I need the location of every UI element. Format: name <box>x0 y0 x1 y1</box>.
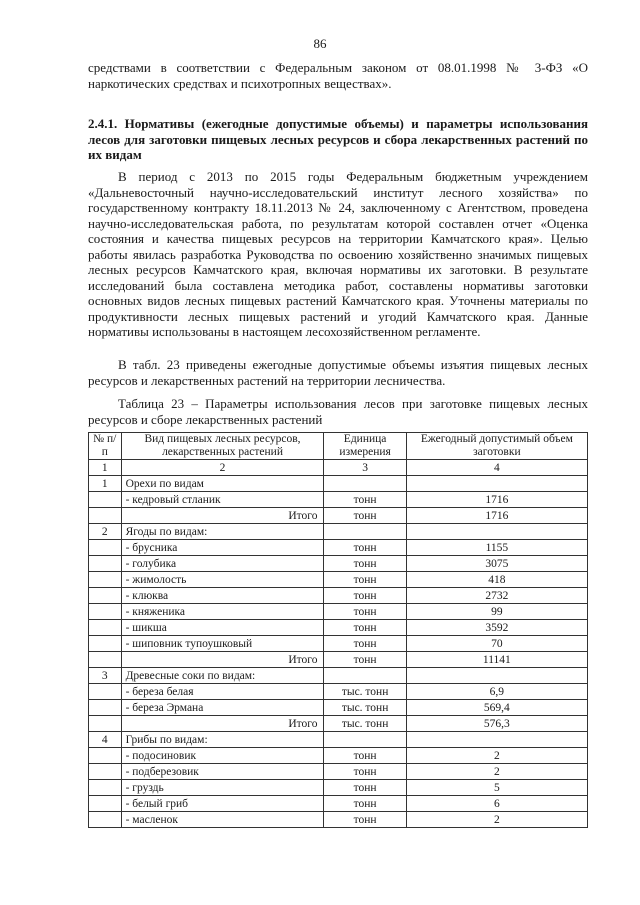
table-row <box>89 764 588 780</box>
resource-value: 2732 <box>406 588 587 604</box>
table-body <box>89 476 588 828</box>
col-number: 2 <box>121 460 324 476</box>
total-unit: тыс. тонн <box>324 716 406 732</box>
resource-value: 1716 <box>406 492 587 508</box>
group-unit <box>324 732 406 748</box>
group-title: Грибы по видам: <box>121 732 324 748</box>
row-number <box>89 812 122 828</box>
row-number <box>89 492 122 508</box>
group-number: 3 <box>89 668 122 684</box>
table-row <box>89 588 588 604</box>
table-row <box>89 556 588 572</box>
header-num: № п/п <box>89 433 122 460</box>
group-unit <box>324 524 406 540</box>
row-number <box>89 572 122 588</box>
table-group-row <box>89 732 588 748</box>
table-total-row <box>89 716 588 732</box>
resource-value: 70 <box>406 636 587 652</box>
resource-value: 2 <box>406 812 587 828</box>
resource-unit: тонн <box>324 636 406 652</box>
total-label: Итого <box>121 652 324 668</box>
row-number <box>89 716 122 732</box>
resource-unit: тыс. тонн <box>324 684 406 700</box>
resource-value: 3592 <box>406 620 587 636</box>
total-value: 576,3 <box>406 716 587 732</box>
resource-name: - клюква <box>121 588 324 604</box>
row-number <box>89 780 122 796</box>
row-number <box>89 764 122 780</box>
table-group-row <box>89 668 588 684</box>
resource-value: 2 <box>406 764 587 780</box>
row-number <box>89 540 122 556</box>
row-number <box>89 652 122 668</box>
resource-name: - подберезовик <box>121 764 324 780</box>
resource-name: - белый гриб <box>121 796 324 812</box>
resource-unit: тонн <box>324 764 406 780</box>
table-total-row <box>89 508 588 524</box>
resource-unit: тонн <box>324 620 406 636</box>
resource-unit: тонн <box>324 556 406 572</box>
resource-value: 6,9 <box>406 684 587 700</box>
resource-value: 569,4 <box>406 700 587 716</box>
total-unit: тонн <box>324 652 406 668</box>
resource-unit: тыс. тонн <box>324 700 406 716</box>
resource-name: - княженика <box>121 604 324 620</box>
col-number: 1 <box>89 460 122 476</box>
resource-name: - кедровый стланик <box>121 492 324 508</box>
table-row <box>89 604 588 620</box>
table-row <box>89 748 588 764</box>
resource-name: - береза белая <box>121 684 324 700</box>
resource-unit: тонн <box>324 812 406 828</box>
row-number <box>89 620 122 636</box>
total-value: 1716 <box>406 508 587 524</box>
resource-unit: тонн <box>324 748 406 764</box>
intro-paragraph: средствами в соответствии с Федеральным законом от 08.01.1998 № 3-ФЗ «О наркотических средствах и психотропных веществах». <box>88 60 588 91</box>
header-unit: Единица измерения <box>324 433 406 460</box>
row-number <box>89 588 122 604</box>
group-value <box>406 732 587 748</box>
resource-unit: тонн <box>324 604 406 620</box>
group-number: 2 <box>89 524 122 540</box>
group-unit <box>324 476 406 492</box>
total-label: Итого <box>121 508 324 524</box>
resource-unit: тонн <box>324 796 406 812</box>
table-row <box>89 492 588 508</box>
table-row <box>89 796 588 812</box>
row-number <box>89 684 122 700</box>
resources-table <box>88 432 588 828</box>
resource-value: 3075 <box>406 556 587 572</box>
table-row <box>89 812 588 828</box>
group-title: Орехи по видам <box>121 476 324 492</box>
table-row <box>89 700 588 716</box>
row-number <box>89 508 122 524</box>
table-row <box>89 780 588 796</box>
group-unit <box>324 668 406 684</box>
table-row <box>89 572 588 588</box>
row-number <box>89 636 122 652</box>
resource-unit: тонн <box>324 572 406 588</box>
row-number <box>89 796 122 812</box>
resource-name: - шикша <box>121 620 324 636</box>
resource-name: - брусника <box>121 540 324 556</box>
total-value: 11141 <box>406 652 587 668</box>
table-total-row <box>89 652 588 668</box>
table-row <box>89 636 588 652</box>
resource-value: 99 <box>406 604 587 620</box>
header-name: Вид пищевых лесных ресурсов, лекарственных растений <box>121 433 324 460</box>
resource-name: - голубика <box>121 556 324 572</box>
page-number: 86 <box>313 36 327 51</box>
header-value: Ежегодный допустимый объем заготовки <box>406 433 587 460</box>
table-row <box>89 684 588 700</box>
resource-unit: тонн <box>324 780 406 796</box>
resource-name: - шиповник тупоушковый <box>121 636 324 652</box>
row-number <box>89 556 122 572</box>
resource-unit: тонн <box>324 540 406 556</box>
resource-value: 5 <box>406 780 587 796</box>
table-header-row <box>89 433 588 460</box>
resource-name: - подосиновик <box>121 748 324 764</box>
row-number <box>89 700 122 716</box>
resource-name: - масленок <box>121 812 324 828</box>
table-row <box>89 540 588 556</box>
resource-name: - жимолость <box>121 572 324 588</box>
resource-unit: тонн <box>324 588 406 604</box>
group-title: Древесные соки по видам: <box>121 668 324 684</box>
resource-name: - груздь <box>121 780 324 796</box>
col-number: 3 <box>324 460 406 476</box>
body-paragraph-1: В период с 2013 по 2015 годы Федеральным бюджетным учреждением «Дальневосточный научно-исследовательский институт лесного хозяйства» по государственному контракту 18.11.2013 № 24, заключенному с Агентством, проведена научно-исследовательская работа, по результатам которой составлен отчет «Оценка состояния и качества пищевых ресурсов на территории Камчатского края». Целью работы явилась разработка Руководства по освоению хозяйственно значимых пищевых лесных ресурсов Камчатского края, включая нормативы их заготовки. В результате исследований была составлена методика работ, составлены нормативы заготовки основных видов лесных пищевых растений Камчатского края. Уточнены материалы по продуктивности лесных пищевых растений и угодий Камчатского края. Данные нормативы использованы в настоящем лесохозяйственном регламенте. <box>88 169 588 339</box>
table-group-row <box>89 476 588 492</box>
column-number-row <box>89 460 588 476</box>
group-number: 1 <box>89 476 122 492</box>
total-unit: тонн <box>324 508 406 524</box>
section-heading: 2.4.1. Нормативы (ежегодные допустимые объемы) и параметры использования лесов для заготовки пищевых лесных ресурсов и сбора лекарственных растений по их видам <box>88 116 588 162</box>
table-caption: Таблица 23 – Параметры использования лесов при заготовке пищевых лесных ресурсов и сборе лекарственных растений <box>88 396 588 427</box>
total-label: Итого <box>121 716 324 732</box>
group-number: 4 <box>89 732 122 748</box>
group-title: Ягоды по видам: <box>121 524 324 540</box>
group-value <box>406 668 587 684</box>
group-value <box>406 524 587 540</box>
resource-value: 418 <box>406 572 587 588</box>
table-group-row <box>89 524 588 540</box>
resource-name: - береза Эрмана <box>121 700 324 716</box>
col-number: 4 <box>406 460 587 476</box>
resource-value: 2 <box>406 748 587 764</box>
resource-unit: тонн <box>324 492 406 508</box>
row-number <box>89 748 122 764</box>
table-row <box>89 620 588 636</box>
body-paragraph-2: В табл. 23 приведены ежегодные допустимые объемы изъятия пищевых лесных ресурсов и лекарственных растений на территории лесничества. <box>88 357 588 388</box>
group-value <box>406 476 587 492</box>
row-number <box>89 604 122 620</box>
resource-value: 6 <box>406 796 587 812</box>
resource-value: 1155 <box>406 540 587 556</box>
